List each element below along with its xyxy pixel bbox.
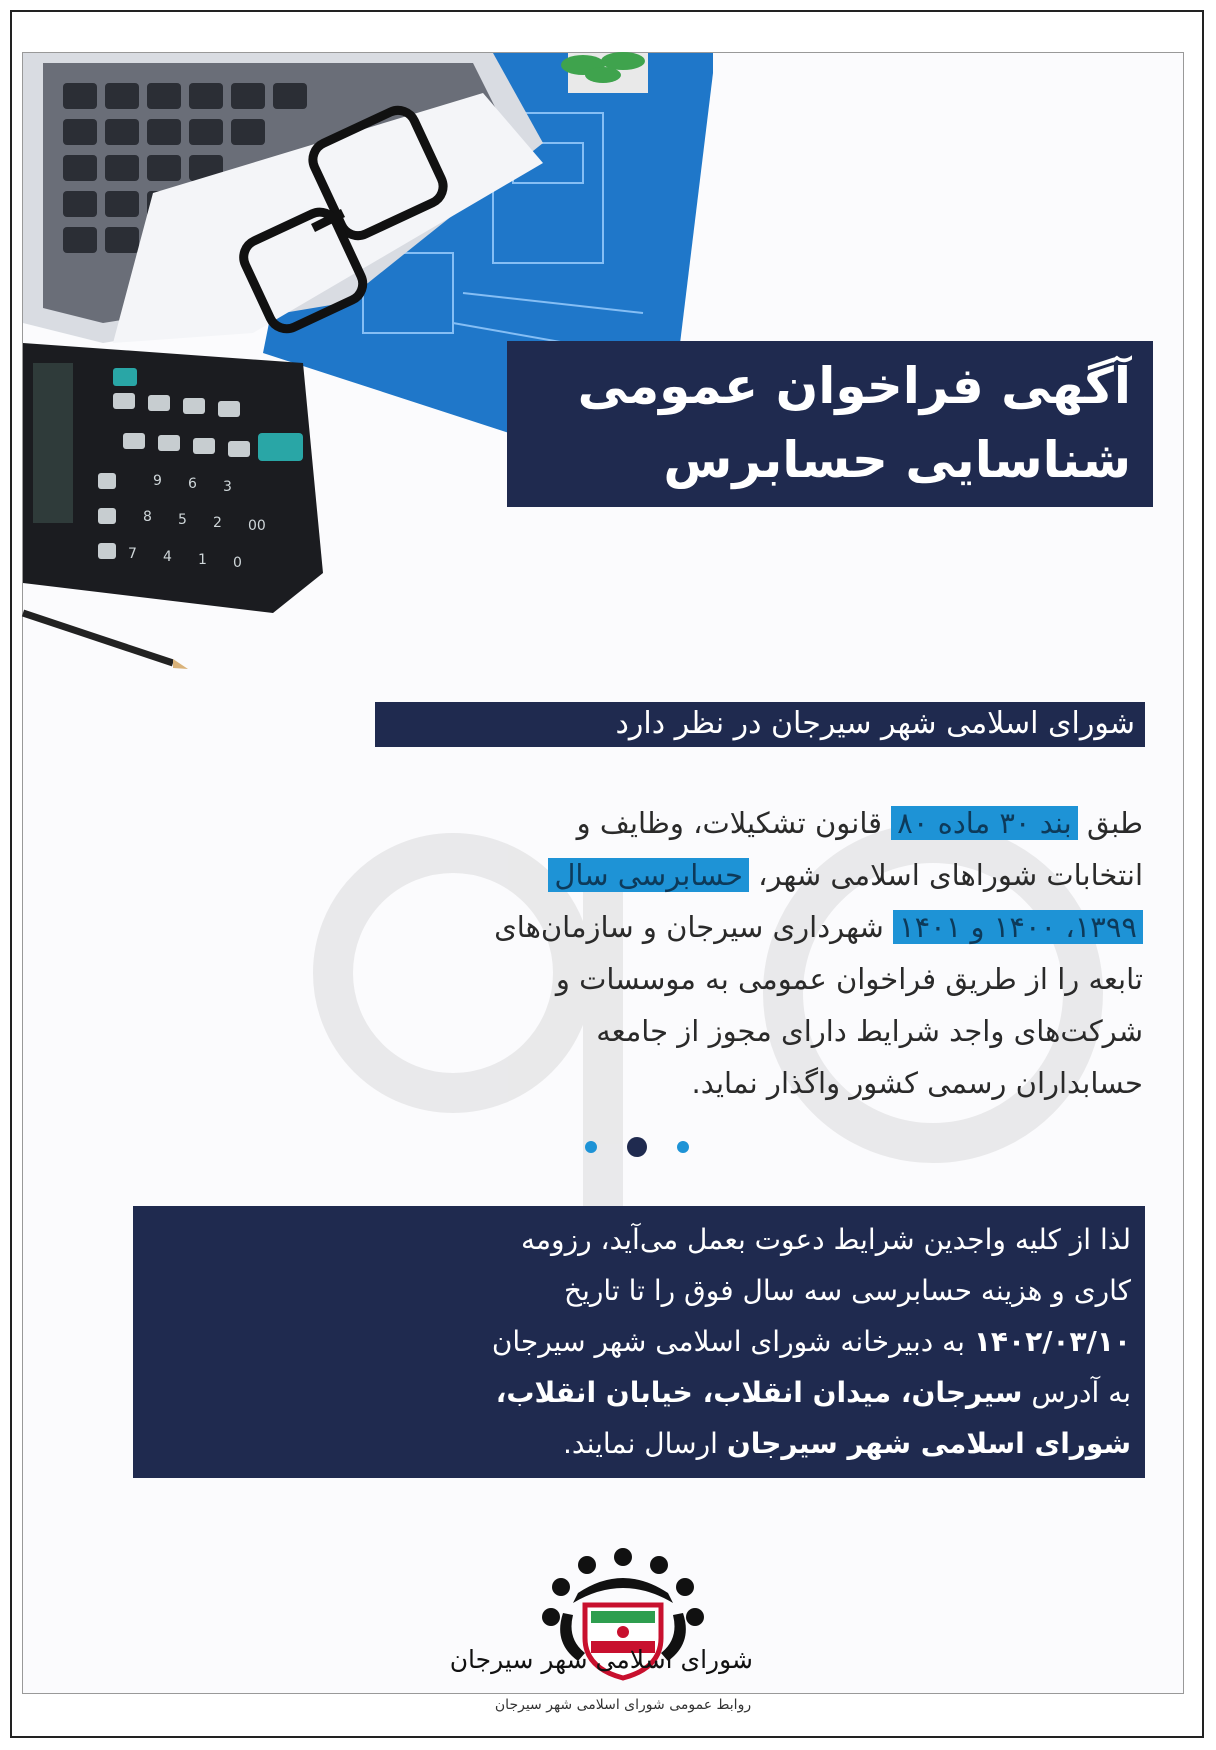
paragraph-line — [133, 849, 1143, 901]
highlight-audit-years: حسابرسی سال — [548, 858, 749, 892]
body-line — [147, 1367, 1131, 1418]
dot-left — [585, 1141, 597, 1153]
svg-text:9: 9 — [153, 473, 162, 489]
paragraph-line — [133, 797, 1143, 849]
title-banner — [507, 341, 1153, 507]
svg-text:7: 7 — [128, 546, 137, 562]
body-line — [147, 1418, 1131, 1469]
recipient: شورای اسلامی شهر سیرجان — [726, 1427, 1131, 1460]
public-relations-caption: روابط عمومی شورای اسلامی شهر سیرجان — [494, 1697, 752, 1713]
address: سیرجان، میدان انقلاب، خیابان انقلاب، — [495, 1376, 1023, 1409]
invitation-box — [133, 1206, 1145, 1478]
paragraph-line: شرکت‌های واجد شرایط دارای مجوز از جامعه — [596, 1014, 1143, 1048]
svg-text:2: 2 — [213, 515, 222, 531]
text-span: ارسال نمایند. — [563, 1427, 727, 1460]
body-line: لذا از کلیه واجدین شرایط دعوت بعمل می‌آید، رزومه — [521, 1223, 1131, 1256]
highlight-years: ۱۳۹۹، ۱۴۰۰ و ۱۴۰۱ — [893, 910, 1143, 944]
svg-text:1: 1 — [198, 552, 207, 568]
svg-text:8: 8 — [143, 509, 152, 525]
svg-text:5: 5 — [178, 512, 187, 528]
paragraph-line — [133, 901, 1143, 953]
text-span: به آدرس — [1022, 1376, 1131, 1409]
deadline-date: ۱۴۰۲/۰۳/۱۰ — [973, 1325, 1131, 1358]
body-line — [147, 1316, 1131, 1367]
text-span: شهرداری سیرجان و سازمان‌های — [494, 910, 894, 944]
svg-text:4: 4 — [163, 549, 172, 565]
text-span: به دبیرخانه شورای اسلامی شهر سیرجان — [491, 1325, 974, 1358]
title-line-2: شناسایی حسابرس — [663, 431, 1131, 489]
paragraph-line: حسابداران رسمی کشور واگذار نماید. — [691, 1066, 1143, 1100]
announcement-poster — [22, 52, 1184, 1713]
subtitle-banner: شورای اسلامی شهر سیرجان در نظر دارد — [375, 702, 1145, 747]
text-span: قانون تشکیلات، وظایف و — [576, 806, 892, 840]
svg-text:00: 00 — [248, 518, 266, 534]
paragraph-line: تابعه را از طریق فراخوان عمومی به موسسات و — [555, 962, 1143, 996]
council-name-logotype: شورای اسلامی شهر سیرجان — [449, 1645, 753, 1674]
announcement-paragraph — [133, 797, 1143, 1109]
title-line-1: آگهی فراخوان عمومی — [577, 357, 1131, 415]
text-span: طبق — [1077, 806, 1143, 840]
dot-center — [627, 1137, 647, 1157]
highlight-clause: بند ۳۰ ماده ۸۰ — [891, 806, 1078, 840]
separator-dots — [585, 1135, 705, 1159]
svg-text:0: 0 — [233, 555, 242, 571]
body-line: کاری و هزینه حسابرسی سه سال فوق را تا تاریخ — [564, 1274, 1131, 1307]
dot-right — [677, 1141, 689, 1153]
page-frame — [10, 10, 1204, 1738]
svg-text:6: 6 — [188, 476, 197, 492]
svg-text:3: 3 — [223, 479, 232, 495]
text-span: انتخابات شوراهای اسلامی شهر، — [748, 858, 1143, 892]
